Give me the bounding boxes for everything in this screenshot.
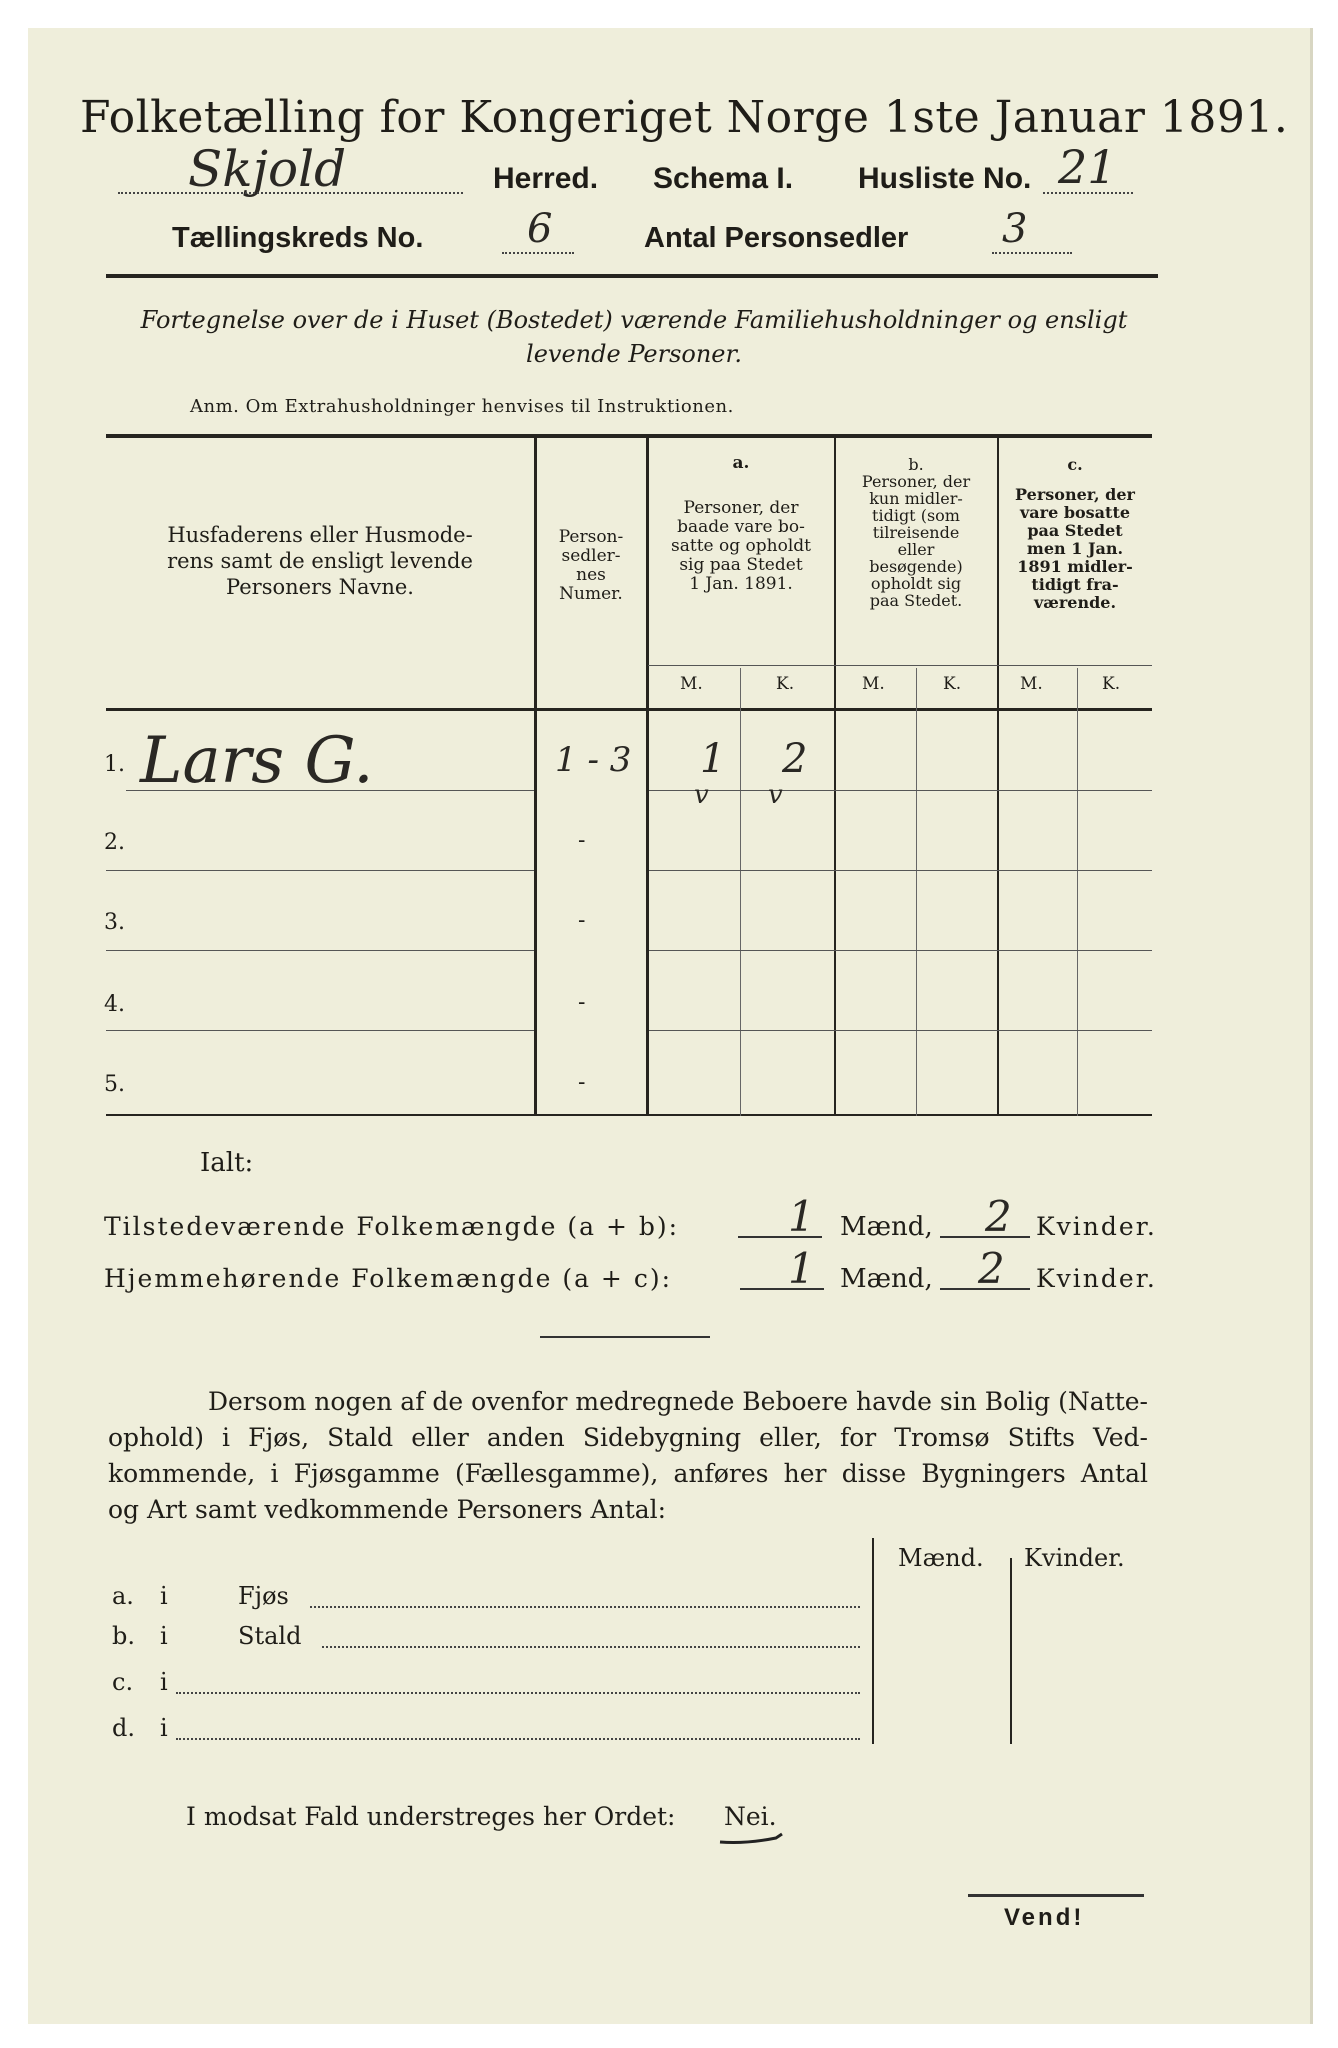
hjemme-m-value: 1 [788,1244,815,1293]
col-divider-1 [534,436,537,1116]
row-1-number: 1. [104,752,125,777]
herred-line [118,140,1158,200]
building-row-d-letter: d. [112,1714,135,1742]
table-top-rule [106,434,1152,438]
row-4-number: 4. [104,992,125,1017]
husliste-value: 21 [1058,140,1117,194]
building-row-c-i: i [160,1668,168,1696]
building-row-c-letter: c. [112,1668,134,1696]
kreds-line [172,206,1122,262]
hjemme-maend-label: Mænd, [840,1264,933,1294]
row-line-3-name [106,950,534,951]
buildings-divider-2 [1010,1558,1012,1744]
row-line-3-data [649,950,1152,951]
row-line-1-data [649,790,1152,791]
row-1-a-m-value: 1 [700,736,726,782]
building-row-d-i: i [160,1714,168,1742]
header-rule [106,274,1158,278]
table-header-rule [106,708,1152,711]
anm-note: Anm. Om Extrahusholdninger henvises til Instruktionen. [190,396,734,417]
personsedler-dots [992,252,1072,254]
col-c-m-label: M. [1020,674,1043,694]
row-4-person-numbers: - [578,990,586,1015]
row-1-a-m-checkmark: v [694,780,709,810]
col-a-m-label: M. [680,674,703,694]
kreds-dots [502,252,574,254]
nei-word: Nei. [724,1802,777,1831]
tilstede-label: Tilstedeværende Folkemængde (a + b): [104,1212,680,1241]
row-2-number: 2. [104,830,125,855]
husliste-dots [1043,192,1133,194]
tilstede-maend-label: Mænd, [840,1212,933,1242]
row-line-2-data [649,870,1152,871]
building-row-b-i: i [160,1622,168,1650]
vend-rule [968,1894,1144,1897]
building-row-a-dots [310,1606,860,1608]
buildings-rows [112,1582,872,1742]
intro-line-1: Fortegnelse over de i Huset (Bostedet) værende Familiehusholdninger og ensligt [140,306,1128,334]
col-b-mk-divider [916,668,917,1116]
intro-line-2: levende Personer. [526,340,742,368]
kreds-value: 6 [527,206,553,252]
form-title: Folketælling for Kongeriget Norge 1ste Januar 1891. [80,92,1289,143]
vend-label: Vend! [1004,1904,1085,1931]
section-separator [540,1336,710,1338]
col-header-name: Husfaderens eller Husmode- rens samt de ensligt levende Personers Navne. [167,523,473,599]
building-paragraph: Dersom nogen af de ovenfor medregnede Beboere havde sin Bolig (Natte- ophold) i Fjøs, Stald eller anden Sidebygning eller, for Tromsø Stifts Ved- kommende, i Fjøsgamme (Fællesgamme), anføres her disse Bygningers Antal og Art samt vedkommende Personers Antal: [108,1387,1148,1524]
col-header-b: b. Personer, der kun midler- tidigt (som tilreisende eller besøgende) opholdt sig paa Stedet. [861,455,971,610]
row-1-a-k-checkmark: v [768,780,783,810]
row-line-2-name [106,870,534,871]
building-row-a-letter: a. [112,1582,134,1610]
col-b-k-label: K. [943,674,962,694]
hjemme-k-value: 2 [978,1244,1005,1293]
col-a-k-label: K. [776,674,795,694]
hjemme-kvinder-label: Kvinder. [1036,1264,1157,1293]
row-3-number: 3. [104,910,125,935]
row-1-a-k-value: 2 [782,736,808,782]
row-5-person-numbers: - [578,1070,586,1095]
tilstede-k-value: 2 [985,1192,1012,1241]
herred-label: Herred. [493,162,599,195]
row-5-number: 5. [104,1072,125,1097]
ialt-label: Ialt: [200,1148,254,1178]
building-row-a-name: Fjøs [238,1582,289,1610]
building-row-d-dots [176,1738,860,1740]
table-bottom-rule [106,1114,1152,1116]
herred-dots [118,192,463,194]
building-row-b-name: Stald [238,1622,302,1650]
hjemme-label: Hjemmehørende Folkemængde (a + c): [104,1264,672,1293]
husliste-label: Husliste No. [858,162,1032,195]
building-row-b-letter: b. [112,1622,135,1650]
building-row-b-dots [322,1646,860,1648]
tilstede-kvinder-label: Kvinder. [1036,1212,1157,1241]
col-b-m-label: M. [862,674,885,694]
col-divider-2 [646,436,649,1116]
row-1-name: Lars G. [140,724,374,798]
row-line-4-name [106,1030,534,1031]
personsedler-label: Antal Personsedler [644,222,909,254]
col-header-a: a. Personer, der baade vare bo- satte og opholdt sig paa Stedet 1 Jan. 1891. [671,453,811,594]
row-line-4-data [649,1030,1152,1031]
col-header-number: Person- sedler- nes Numer. [558,527,624,604]
row-3-person-numbers: - [578,908,586,933]
buildings-maend-header: Mænd. [898,1544,984,1572]
tilstede-m-value: 1 [788,1192,815,1241]
kreds-label: Tællingskreds No. [172,222,424,254]
building-row-a-i: i [160,1582,168,1610]
modsat-label: I modsat Fald understreges her Ordet: [186,1802,676,1831]
schema-label: Schema I. [653,162,794,195]
herred-value: Skjold [188,140,347,198]
personsedler-value: 3 [1002,206,1028,252]
buildings-kvinder-header: Kvinder. [1024,1544,1125,1572]
col-c-mk-divider [1077,668,1078,1116]
col-c-k-label: K. [1102,674,1121,694]
mk-header-rule [648,665,1152,666]
row-2-person-numbers: - [578,828,586,853]
nei-underline-stroke [716,1830,786,1850]
row-1-person-numbers: 1 - 3 [555,740,632,780]
col-header-c: c. Personer, der vare bosatte paa Stedet men 1 Jan. 1891 midler- tidigt fra- værende. [1015,455,1135,612]
buildings-divider-1 [872,1538,874,1744]
building-row-c-dots [176,1692,860,1694]
col-a-mk-divider [740,668,741,1116]
